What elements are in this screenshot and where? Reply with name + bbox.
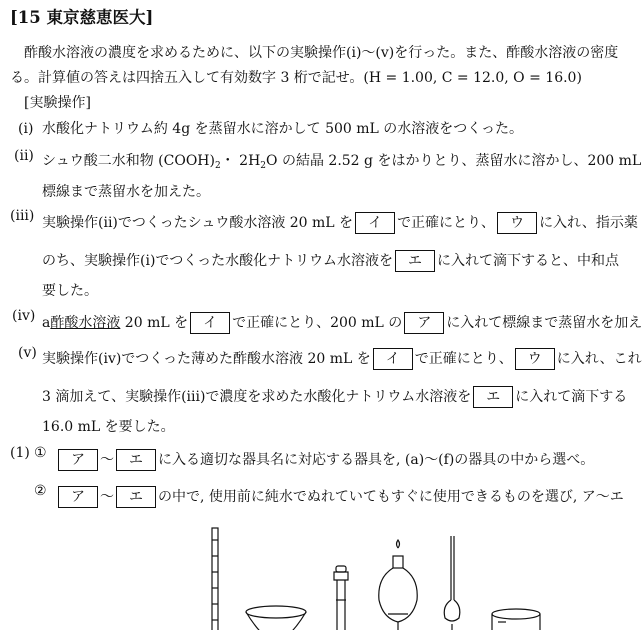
answer-box-u: ウ: [515, 348, 555, 370]
op-iii-line-2: のち、実験操作(i)でつくった水酸化ナトリウム水溶液を エ に入れて滴下すると、中和点: [42, 250, 619, 272]
op-iii-line-3: 要した。: [42, 283, 98, 299]
answer-box-i: イ: [355, 212, 395, 234]
intro-line-2: る。計算値の答えは四捨五入して有効数字 3 桁で記せ。(H = 1.00, C = 12.0, O = 16.0): [10, 70, 582, 86]
answer-box-a: ア: [58, 449, 98, 471]
op-v-label: (v): [18, 345, 37, 361]
answer-box-e: エ: [473, 386, 513, 408]
op-iv-label: (iv): [12, 308, 36, 324]
separatory-funnel-icon: [379, 540, 417, 630]
op-v-line-2: 3 滴加えて、実験操作(iii)で濃度を求めた水酸化ナトリウム水溶液を エ に入れて滴下する: [42, 386, 627, 408]
answer-box-i: イ: [190, 312, 230, 334]
answer-box-e: エ: [116, 486, 156, 508]
answer-box-a: ア: [58, 486, 98, 508]
answer-box-e: エ: [395, 250, 435, 272]
funnel-icon: [246, 606, 306, 630]
op-i-text: 水酸化ナトリウム約 4g を蒸留水に溶かして 500 mL の水溶液をつくった。: [42, 121, 523, 137]
volumetric-flask-icon: [334, 566, 348, 630]
op-i-label: (i): [18, 121, 34, 137]
op-iii-line-1: 実験操作(ii)でつくったシュウ酸水溶液 20 mL を イ で正確にとり、 ウ に入れ、指示薬: [42, 212, 638, 234]
op-ii-line-1: シュウ酸二水和物 $(COOH)_2$・ $2H_2O$ の結晶 2.52 g をはかりとり、蒸留水に溶かし、200 mL: [42, 153, 642, 171]
answer-box-e: エ: [116, 449, 156, 471]
q1-number: ①: [34, 445, 47, 461]
q2-number: ②: [34, 483, 47, 499]
beaker-icon: [492, 609, 540, 630]
op-iv-line-1: a酢酸水溶液 20 mL を イ で正確にとり、200 mL の ア に入れて標線まで蒸留水を加え: [42, 312, 642, 334]
q1-line: ア ～ エ に入る適切な器具名に対応する器具を, (a)～(f)の器具の中から選べ。: [56, 449, 594, 471]
answer-box-u: ウ: [497, 212, 537, 234]
section-label: [実験操作]: [24, 95, 91, 111]
op-ii-label: (ii): [14, 148, 34, 164]
page-title: [15 東京慈恵医大]: [10, 8, 154, 27]
op-v-line-1: 実験操作(iv)でつくった薄めた酢酸水溶液 20 mL を イ で正確にとり、 ウ に入れ、これ: [42, 348, 642, 370]
underlined-acetic-acid: 酢酸水溶液: [50, 315, 121, 331]
op-iii-label: (iii): [10, 208, 35, 224]
answer-box-a: ア: [404, 312, 444, 334]
op-ii-line-2: 標線まで蒸留水を加えた。: [42, 184, 210, 200]
burette-icon: [212, 528, 218, 630]
question-label: (1): [10, 445, 30, 461]
answer-box-i: イ: [373, 348, 413, 370]
q2-line: ア ～ エ の中で, 使用前に純水でぬれていてもすぐに使用できるものを選び, ア～エ: [56, 486, 624, 508]
pipette-icon: [444, 536, 460, 630]
intro-line-1: 酢酸水溶液の濃度を求めるために、以下の実験操作(i)～(v)を行った。また、酢酸水溶液の密度: [24, 45, 619, 61]
op-v-line-3: 16.0 mL を要した。: [42, 419, 175, 435]
